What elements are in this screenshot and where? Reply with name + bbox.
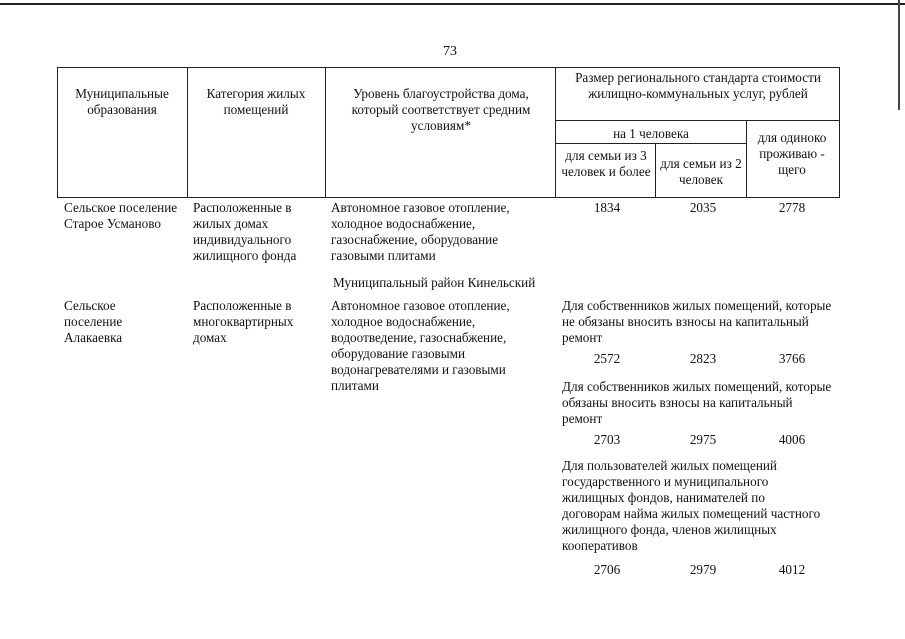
- header-divider-per-person: [555, 143, 746, 144]
- header-municipality: Муниципальные образования: [75, 86, 169, 117]
- row2-group1-value-family3: 2572: [593, 351, 621, 366]
- col-divider-1: [187, 67, 188, 198]
- table-border-left: [57, 67, 58, 198]
- col-divider-3: [555, 67, 556, 198]
- row2-municipality: Сельское поселение Алакаевка: [64, 298, 123, 345]
- row1-comfort: Автономное газовое отопление, холодное водоснабжение, газоснабжение, оборудование газовыми плитами: [331, 200, 510, 263]
- scan-edge-top: [0, 3, 905, 5]
- header-per-person: на 1 человека: [613, 126, 689, 141]
- row2-group2-value-family2: 2975: [689, 432, 717, 447]
- row2-group3-label: Для пользователей жилых помещений государственного и муниципального жилищных фондов, нанимателей по договорам найма жилых помещений частного жилищного фонда, членов жилищных кооперативов: [562, 458, 821, 553]
- header-family3: для семьи из 3 человек и более: [561, 148, 651, 179]
- header-family2: для семьи из 2 человек: [660, 156, 742, 187]
- scan-edge-right: [898, 0, 900, 110]
- row1-value-single: 2778: [778, 200, 806, 215]
- header-comfort: Уровень благоустройства дома, который соответствует средним условиям*: [351, 86, 531, 133]
- row2-group1-value-family2: 2823: [689, 351, 717, 366]
- col-divider-5: [746, 120, 747, 198]
- row2-group3-value-family2: 2979: [689, 562, 717, 577]
- header-category: Категория жилых помещений: [206, 86, 306, 117]
- row2-comfort: Автономное газовое отопление, холодное водоснабжение, водоотведение, газоснабжение, оборудование газовыми водонагревателями и газовыми плитами: [331, 298, 510, 393]
- col-divider-2: [325, 67, 326, 198]
- row2-group1-value-single: 3766: [778, 351, 806, 366]
- table-border-bottom: [57, 197, 840, 198]
- row1-value-family2: 2035: [689, 200, 717, 215]
- row2-group2-value-family3: 2703: [593, 432, 621, 447]
- row2-group2-value-single: 4006: [778, 432, 806, 447]
- row1-value-family3: 1834: [593, 200, 621, 215]
- page-number: 73: [443, 44, 457, 59]
- header-standard: Размер регионального стандарта стоимости жилищно-коммунальных услуг, рублей: [575, 70, 821, 101]
- row1-category: Расположенные в жилых домах индивидуального жилищного фонда: [193, 200, 297, 263]
- table-border-right: [839, 67, 840, 198]
- district-title: Муниципальный район Кинельский: [333, 275, 536, 290]
- row2-category: Расположенные в многоквартирных домах: [193, 298, 294, 345]
- header-divider-standard: [555, 120, 840, 121]
- row2-group3-value-family3: 2706: [593, 562, 621, 577]
- row1-municipality: Сельское поселение Старое Усманово: [64, 200, 178, 231]
- row2-group3-value-single: 4012: [778, 562, 806, 577]
- header-single: для одиноко проживаю - щего: [757, 130, 827, 177]
- col-divider-4: [655, 143, 656, 198]
- row2-group2-label: Для собственников жилых помещений, которые обязаны вносить взносы на капитальный ремонт: [562, 379, 832, 426]
- row2-group1-label: Для собственников жилых помещений, которые не обязаны вносить взносы на капитальный ремонт: [562, 298, 832, 345]
- table-border-top: [57, 67, 840, 68]
